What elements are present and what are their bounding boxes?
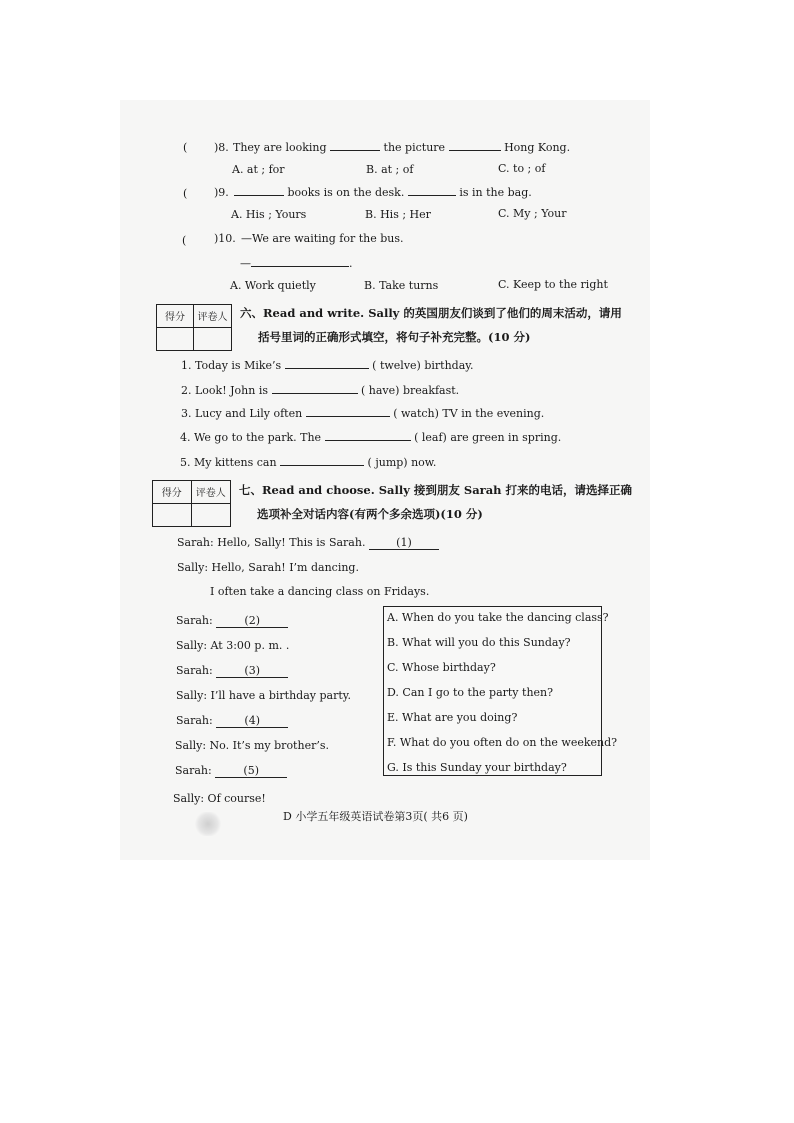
reply-dot: .: [349, 257, 353, 270]
fill-item: [180, 430, 561, 444]
dialog-line: [176, 664, 288, 678]
fill-item: [181, 358, 474, 372]
item-text: birthday.: [424, 359, 474, 372]
answer-paren: (: [183, 187, 188, 200]
word-hint: ( leaf): [414, 431, 447, 444]
question-stem: [233, 140, 570, 154]
answer-blank-5[interactable]: (5): [215, 764, 287, 778]
item-text: now.: [411, 456, 437, 469]
item-text: 5. My kittens can: [180, 456, 277, 469]
option-item: C. Whose birthday?: [387, 661, 496, 674]
option-b: B. His ; Her: [365, 208, 431, 221]
page-footer: D 小学五年级英语试卷第3页( 共6 页): [283, 810, 468, 823]
fill-blank[interactable]: [234, 185, 284, 196]
fill-blank[interactable]: [272, 383, 358, 394]
dialog-text: Sarah:: [176, 614, 213, 627]
options-box: [383, 606, 618, 776]
dialog-line: Sally: Hello, Sarah! I’m dancing.: [177, 561, 359, 574]
score-label: 得分: [157, 305, 194, 328]
option-item: F. What do you often do on the weekend?: [387, 736, 618, 749]
question-number: )9.: [214, 186, 229, 199]
grader-cell[interactable]: [192, 504, 231, 527]
word-hint: ( twelve): [372, 359, 421, 372]
fill-blank[interactable]: [408, 185, 456, 196]
fill-item: [181, 383, 459, 397]
grader-label: 评卷人: [194, 305, 231, 328]
dialog-text: Sarah:: [175, 764, 212, 777]
reply-dash: —: [240, 257, 251, 270]
fill-blank[interactable]: [280, 455, 364, 466]
grader-label: 评卷人: [192, 481, 231, 504]
option-item: A. When do you take the dancing class?: [387, 611, 609, 624]
answer-blank-4[interactable]: (4): [216, 714, 288, 728]
section-title: 六、Read and write. Sally 的英国朋友们谈到了他们的周末活动，请用: [240, 306, 622, 320]
answer-blank-1[interactable]: (1): [369, 536, 439, 550]
dialog-line: Sally: I’ll have a birthday party.: [176, 689, 352, 702]
section-title: 七、Read and choose. Sally 接到朋友 Sarah 打来的电话，请选择正确: [239, 483, 633, 497]
item-text: are green in spring.: [450, 431, 562, 444]
fill-blank[interactable]: [449, 140, 501, 151]
dialog-text: Sarah: Hello, Sally! This is Sarah.: [177, 536, 366, 549]
option-item: D. Can I go to the party then?: [387, 686, 554, 699]
word-hint: ( watch): [393, 407, 439, 420]
stem-part: Hong Kong.: [504, 141, 571, 154]
dialog-line: [175, 764, 287, 778]
fill-blank[interactable]: [330, 140, 380, 151]
question-stem: [234, 185, 532, 199]
score-cell[interactable]: [157, 328, 194, 351]
answer-blank-2[interactable]: (2): [216, 614, 288, 628]
answer-paren: (: [182, 234, 187, 247]
section-instruction: 选项补全对话内容(有两个多余选项)(10 分): [257, 507, 483, 521]
option-c: C. to ; of: [498, 162, 546, 175]
section-instruction: 括号里词的正确形式填空，将句子补充完整。(10 分): [258, 330, 531, 344]
score-box: [156, 304, 232, 351]
question-number: )10.: [214, 232, 236, 245]
fill-item: [180, 455, 436, 469]
option-b: B. at ; of: [366, 163, 414, 176]
option-item: E. What are you doing?: [387, 711, 518, 724]
stem-part: They are looking: [233, 141, 327, 154]
stem-part: the picture: [383, 141, 446, 154]
stem-part: books is on the desk.: [287, 186, 405, 199]
ink-smudge: [195, 812, 221, 836]
option-a: A. His ; Yours: [231, 208, 307, 221]
dialog-line: Sally: No. It’s my brother’s.: [175, 739, 329, 752]
question-stem: —We are waiting for the bus.: [241, 232, 404, 245]
item-text: 3. Lucy and Lily often: [181, 407, 303, 420]
dialog-line: [176, 614, 288, 628]
answer-blank-3[interactable]: (3): [216, 664, 288, 678]
score-cell[interactable]: [153, 504, 192, 527]
option-item: G. Is this Sunday your birthday?: [387, 761, 567, 774]
answer-paren: (: [183, 141, 188, 154]
score-box: [152, 480, 231, 527]
dialog-text: Sarah:: [176, 664, 213, 677]
grader-cell[interactable]: [194, 328, 231, 351]
word-hint: ( have): [361, 384, 400, 397]
question-number: )8.: [214, 141, 229, 154]
option-a: A. Work quietly: [230, 279, 316, 292]
option-item: B. What will you do this Sunday?: [387, 636, 571, 649]
option-b: B. Take turns: [364, 279, 439, 292]
dialog-line: [177, 536, 439, 550]
stem-part: is in the bag.: [459, 186, 532, 199]
fill-blank[interactable]: [251, 256, 349, 267]
option-c: C. Keep to the right: [498, 278, 608, 291]
item-text: 4. We go to the park. The: [180, 431, 322, 444]
item-text: TV in the evening.: [442, 407, 545, 420]
fill-blank[interactable]: [285, 358, 369, 369]
item-text: 1. Today is Mike’s: [181, 359, 282, 372]
option-a: A. at ; for: [232, 163, 285, 176]
item-text: breakfast.: [402, 384, 460, 397]
fill-blank[interactable]: [325, 430, 411, 441]
dialog-line: I often take a dancing class on Fridays.: [210, 585, 430, 598]
dialog-line: Sally: Of course!: [173, 792, 266, 805]
word-hint: ( jump): [367, 456, 408, 469]
fill-blank[interactable]: [306, 406, 390, 417]
score-label: 得分: [153, 481, 192, 504]
reply-line: [240, 256, 353, 270]
dialog-text: Sarah:: [176, 714, 213, 727]
dialog-line: Sally: At 3:00 p. m. .: [176, 639, 290, 652]
item-text: 2. Look! John is: [181, 384, 268, 397]
dialog-line: [176, 714, 288, 728]
fill-item: [181, 406, 544, 420]
option-c: C. My ; Your: [498, 207, 567, 220]
